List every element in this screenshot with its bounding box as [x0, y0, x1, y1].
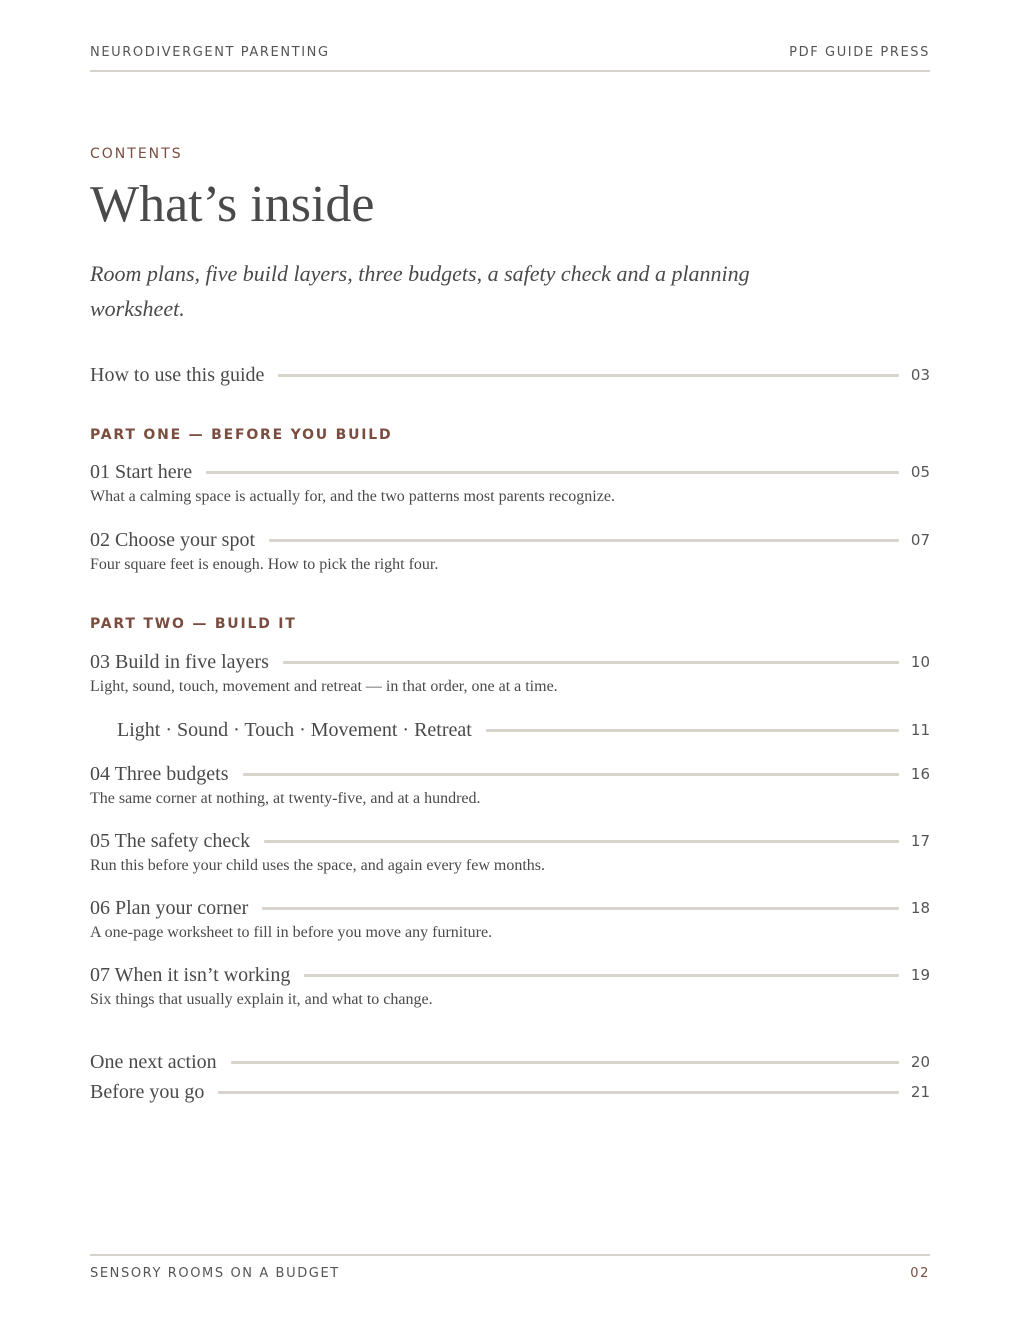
toc-entry-label: One next action [90, 1050, 217, 1073]
footer-rule [90, 1254, 930, 1256]
dot-leader [304, 974, 899, 977]
toc-entry-description: Six things that usually explain it, and what to change. [90, 991, 433, 1008]
toc-page-number: 21 [910, 1083, 930, 1101]
toc-entry-description: Light, sound, touch, movement and retreat — in that order, one at a time. [90, 678, 558, 695]
page [90, 0, 930, 1320]
toc-subentry-layers[interactable] [117, 717, 930, 743]
dot-leader [243, 773, 899, 776]
dot-leader [218, 1091, 898, 1094]
toc-page-number: 16 [910, 765, 930, 783]
footer-book-title: SENSORY ROOMS ON A BUDGET [90, 1266, 340, 1281]
toc-entry-description: Run this before your child uses the space, and again every few months. [90, 857, 545, 874]
dot-leader [486, 729, 899, 732]
toc-entry-description: What a calming space is actually for, and the two patterns most parents recognize. [90, 488, 615, 505]
toc-entry-label: 01 Start here [90, 460, 193, 483]
toc-entry-label: 06 Plan your corner [90, 896, 249, 919]
toc-page-number: 07 [910, 531, 930, 549]
toc-entry-label: How to use this guide [90, 363, 265, 386]
dot-leader [206, 471, 899, 474]
toc-entry-label: Before you go [90, 1080, 205, 1103]
header-rule [90, 70, 930, 72]
toc-entry-how-to-use[interactable] [90, 362, 930, 388]
toc-entry-safety-check[interactable] [90, 828, 930, 854]
toc-page-number: 03 [910, 366, 930, 384]
toc-entry-plan-corner[interactable] [90, 895, 930, 921]
dot-leader [278, 374, 898, 377]
toc-page-number: 18 [910, 899, 930, 917]
toc-entry-label: 02 Choose your spot [90, 528, 255, 551]
header-series: NEURODIVERGENT PARENTING [90, 45, 330, 60]
toc-entry-start-here[interactable] [90, 459, 930, 485]
header-publisher: PDF GUIDE PRESS [789, 45, 930, 60]
running-footer [90, 1266, 930, 1281]
toc-entry-label: 07 When it isn’t working [90, 963, 291, 986]
dot-leader [269, 539, 899, 542]
toc-entry-label: 05 The safety check [90, 829, 251, 852]
dot-leader [283, 661, 899, 664]
toc-entry-before-you-go[interactable] [90, 1079, 930, 1105]
footer-page-number: 02 [910, 1266, 930, 1281]
section-eyebrow: CONTENTS [90, 146, 183, 162]
toc-page-number: 05 [910, 463, 930, 481]
toc-entry-description: The same corner at nothing, at twenty-five, and at a hundred. [90, 790, 481, 807]
toc-entry-description: A one-page worksheet to fill in before you move any furniture. [90, 924, 493, 941]
page-subtitle: Room plans, five build layers, three budgets, a safety check and a planning worksheet. [90, 261, 750, 321]
toc-entry-three-budgets[interactable] [90, 761, 930, 787]
toc-entry-not-working[interactable] [90, 962, 930, 988]
toc-page-number: 19 [910, 966, 930, 984]
toc-page-number: 10 [910, 653, 930, 671]
toc-page-number: 11 [910, 721, 930, 739]
dot-leader [262, 907, 899, 910]
part-one-heading: PART ONE — BEFORE YOU BUILD [90, 427, 393, 443]
toc-entry-next-action[interactable] [90, 1049, 930, 1075]
toc-entry-label: 03 Build in five layers [90, 650, 269, 673]
toc-entry-label: 04 Three budgets [90, 762, 229, 785]
dot-leader [231, 1061, 899, 1064]
toc-entry-five-layers[interactable] [90, 649, 930, 675]
toc-entry-choose-spot[interactable] [90, 527, 930, 553]
page-title: What’s inside [90, 176, 375, 233]
dot-leader [264, 840, 899, 843]
toc-entry-label: Light · Sound · Touch · Movement · Retreat [117, 718, 472, 741]
toc-entry-description: Four square feet is enough. How to pick the right four. [90, 556, 439, 573]
toc-page-number: 17 [910, 832, 930, 850]
part-two-heading: PART TWO — BUILD IT [90, 616, 297, 632]
running-header [90, 45, 930, 60]
toc-page-number: 20 [910, 1053, 930, 1071]
